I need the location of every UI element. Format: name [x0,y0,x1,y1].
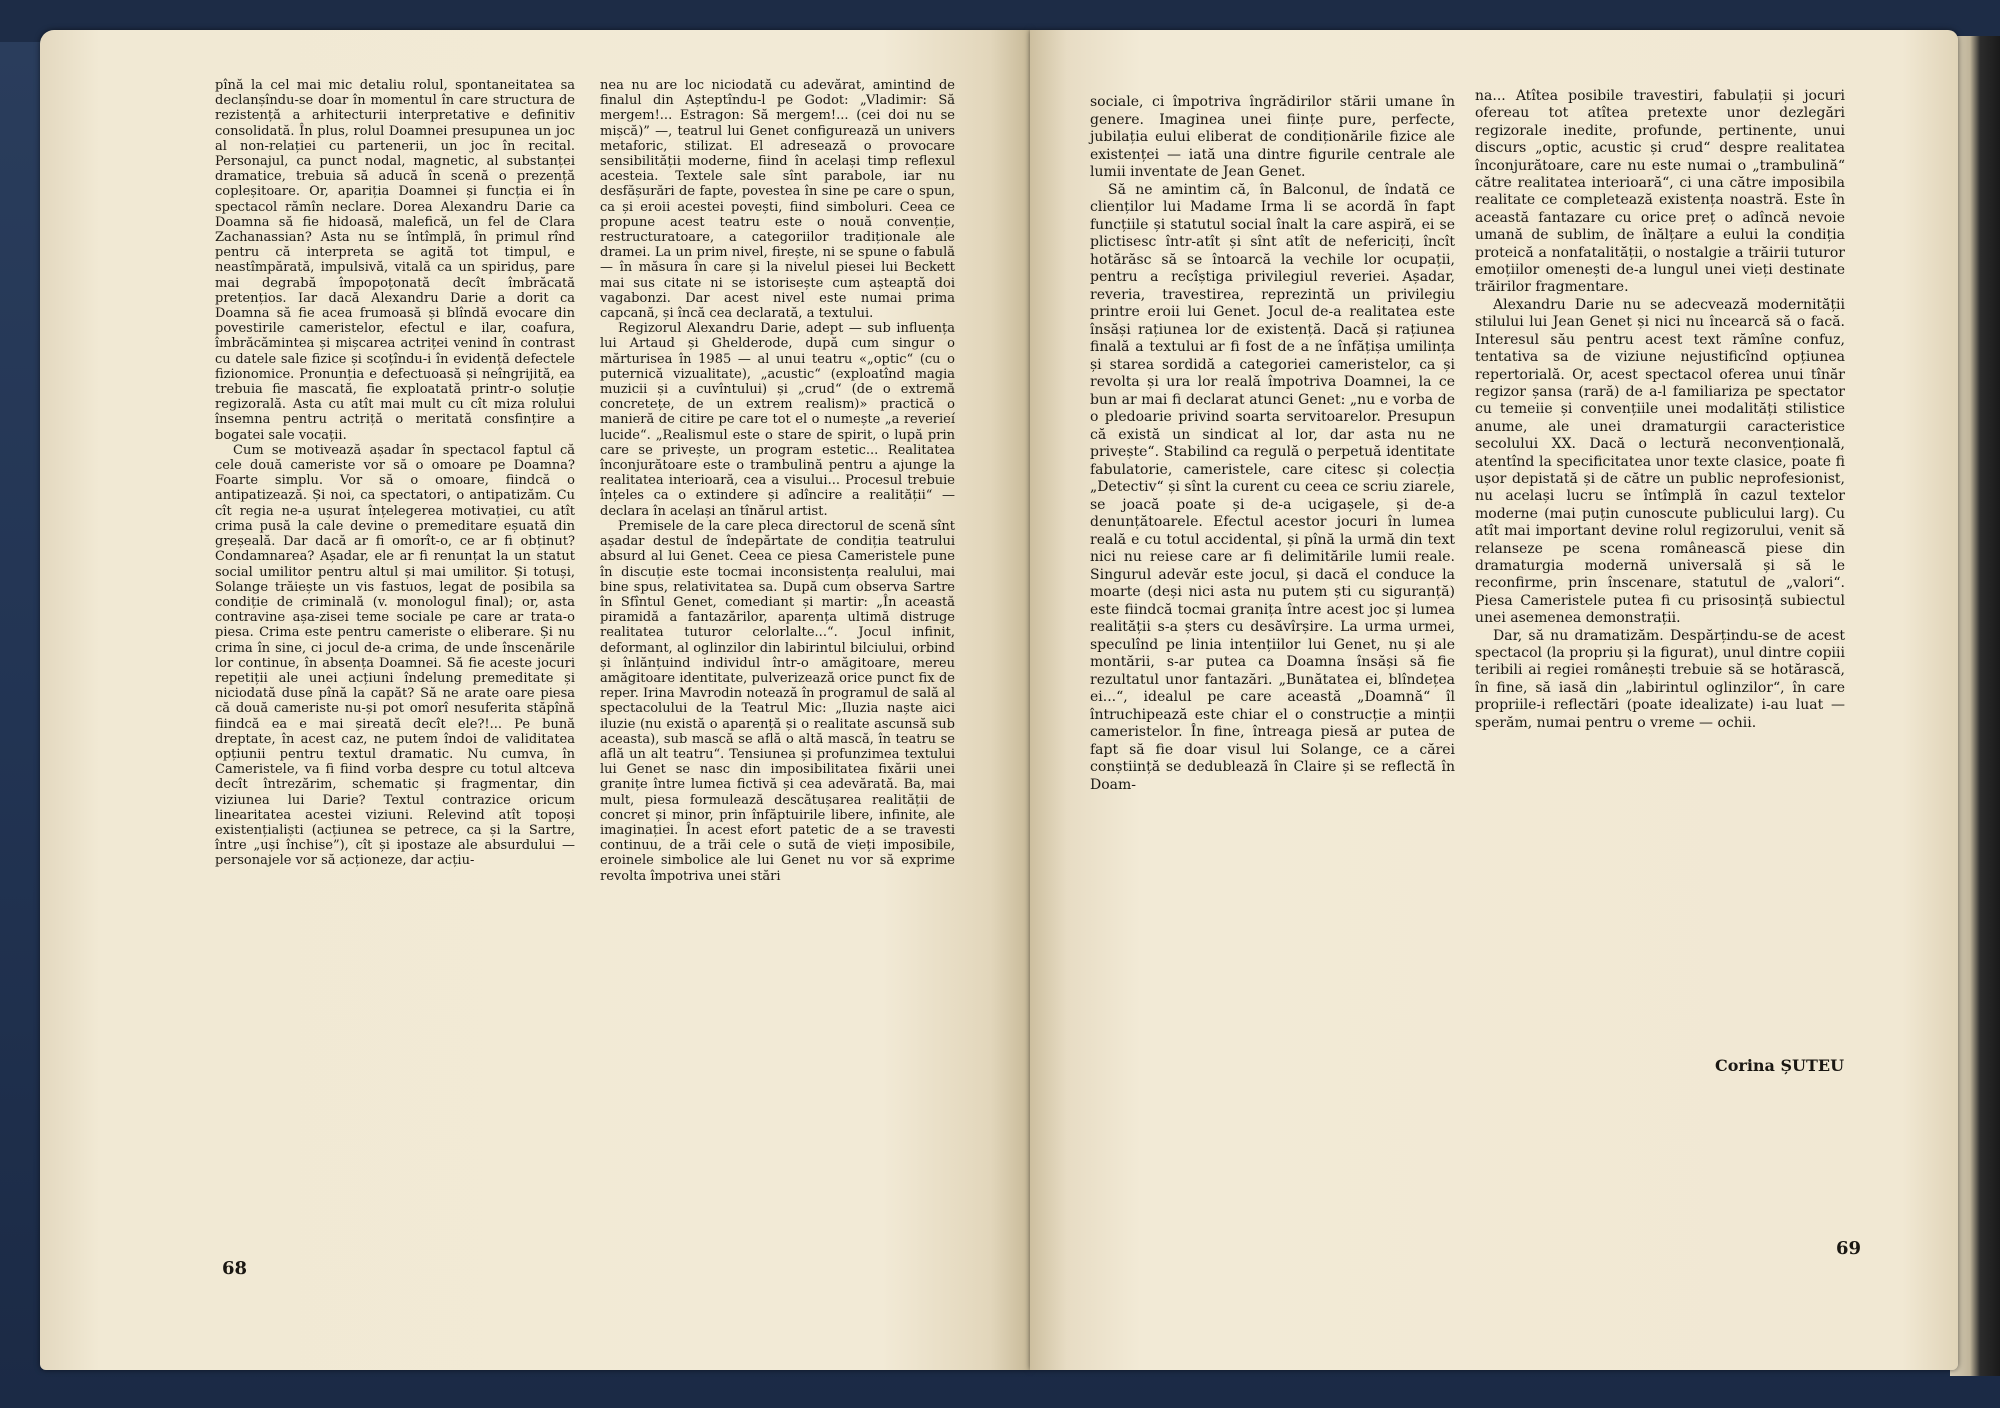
paragraph: Cum se motivează așadar în spectacol faptul că cele două cameriste vor să o omoare pe Doamna? Foarte simplu. Vor să o omoare, fiindcă o antipatizează. Și noi, ca spectatori, o antipatizăm. Cu cît regia ne-a ușurat înțelegerea motivației, cu atît crima pusă la cale devine o premeditare eșuată din greșeală. Dar dacă ar fi omorît-o, ce ar fi obținut? Condamnarea? Așadar, ele ar fi renunțat la un statut social umilitor pentru altul și mai umilitor. Și totuși, Solange trăiește un vis fastuos, legat de posibila sa condiție de criminală (v. monologul final); or, asta contravine așa-zisei teme sociale pe care ar trata-o piesa. Crima este pentru cameriste o eliberare. Și nu crima în sine, ci jocul de-a crima, de unde înscenările lor continue, în absența Doamnei. Să fie aceste jocuri repetiții ale unei acțiuni îndelung premeditate și niciodată duse pînă la capăt? Să ne arate oare piesa că două cameriste nu-și pot omorî nesuferita stăpînă fiindcă ea e mai șireată decît ele?!... Pe bună dreptate, în acest caz, ne putem îndoi de validitatea opțiunii pentru textul dramatic. Nu cumva, în Cameristele, va fi fiind vorba despre cu totul altceva decît întrezărim, schematic și fragmentar, din viziunea lui Darie? Textul contrazice oricum linearitatea acestei viziuni. Relevind atît topoși existențialiști (acțiunea se petrece, ca și la Sartre, între „uși închise”), cît și ipostaze ale absurdului — personajele vor să acționeze, dar acțiu- [215,442,575,869]
paragraph: Alexandru Darie nu se adecvează modernității stilului lui Jean Genet și nici nu încearcă să o facă. Interesul său pentru acest text rămîne confuz, tentativa sa de viziune nejustificînd opțiunea repertorială. Or, acest spectacol oferea unui tînăr regizor șansa (rară) de a-l familiariza pe spectator cu temeiie și convențiile unei modalități stilistice anume, ale unei dramaturgii caracteristice secolului XX. Dacă o lectură neconvențională, atentînd la specificitatea unor texte clasice, poate fi ușor depistată și de către un public neprofesionist, nu același lucru se întîmplă în cazul textelor moderne (mai puțin cunoscute publicului larg). Cu atît mai important devine rolul regizorului, venit să relanseze pe scena românească piese din dramaturgia modernă universală și să le reconfirme, prin înscenare, statutul de „valori“. Piesa Cameristele putea fi cu prisosință subiectul unei asemenea demonstrații. [1475,296,1845,627]
column-2 [600,78,955,884]
paragraph: sociale, ci împotriva îngrădirilor stării umane în genere. Imaginea unei ființe pure, perfecte, jubilația eului eliberat de condiționările fizice ale existenței — iată una dintre figurile centrale ale lumii inventate de Jean Genet. [1090,94,1455,180]
author-signature: Corina ȘUTEU [1715,1056,1845,1075]
paragraph: pînă la cel mai mic detaliu rolul, spontaneitatea sa declanșîndu-se doar în momentul în care structura de rezistență a arhitecturii interpretative e definitiv consolidată. În plus, rolul Doamnei presupunea un joc al non-relației cu partenerii, un joc în recital. Personajul, ca punct nodal, magnetic, al substanței dramatice, trebuia să aducă în scenă o prezență copleșitoare. Or, apariția Doamnei și funcția ei în spectacol rămîn neclare. Dorea Alexandru Darie ca Doamna să fie hidoasă, malefică, un fel de Clara Zachanassian? Asta nu se întîmplă, în primul rînd pentru că interpreta se agită tot timpul, e neastîmpărată, impulsivă, vitală ca un spiriduș, pare mai degrabă împopoțonată decît îmbrăcată pretențios. Iar dacă Alexandru Darie a dorit ca Doamna să fie acea frumoasă și blîndă evocare din povestirile cameristelor, efectul e ilar, coafura, îmbrăcămintea și mișcarea actriței venind în contrast cu datele sale fizice și scoțîndu-i în evidență defectele fizionomice. Pronunția e defectuoasă și neîngrijită, ea trebuia fie mascată, fie exploatată printr-o soluție regizorală. Asta cu atît mai mult cu cît miza rolului însemna pentru actriță o meritată consfințire a bogatei sale vocații. [215,78,575,443]
paragraph: nea nu are loc niciodată cu adevărat, amintind de finalul din Așteptîndu-l pe Godot: „Vladimir: Să mergem!... Estragon: Să mergem!... (cei doi nu se mișcă)” —, teatrul lui Genet configurează un univers metaforic, stilizat. El adresează o provocare sensibilității moderne, fiind în același timp reflexul acesteia. Textele sale sînt parabole, iar nu desfășurări de fapte, povestea în sine pe care o spun, ca și eroii acestei povești, fiind simboluri. Ceea ce propune acest teatru este o nouă convenție, restructuratoare, a categoriilor tradiționale ale dramei. La un prim nivel, firește, ni se spune o fabulă — în măsura în care și la nivelul piesei lui Beckett mai sus citate ni se istorisește cum așteaptă doi vagabonzi. Dar acest nivel este numai prima capcană, și încă cea declarată, a textului. [600,78,955,322]
paragraph: Dar, să nu dramatizăm. Despărțindu-se de acest spectacol (la propriu și la figurat), unul dintre copiii teribili ai regiei românești trebuie să se hotărască, în fine, să iasă din „labirintul oglinzilor“, în care propriile-i reflectări (poate idealizate) i-au luat — sperăm, numai pentru o vreme — ochii. [1475,627,1845,731]
paragraph: Premisele de la care pleca directorul de scenă sînt așadar destul de îndepărtate de condiția teatrului absurd al lui Genet. Ceea ce piesa Cameristele pune în discuție este tocmai inconsistența realului, mai bine spus, relativitatea sa. După cum observa Sartre în Sfîntul Genet, comediant și martir: „În această piramidă a fantazărilor, aparența ultimă distruge realitatea tuturor celorlalte...“. Jocul infinit, deformant, al oglinzilor din labirintul bilciului, orbind și înlănțuind individul într-o amăgitoare, mereu amăgitoare identitate, pulverizează orice punct fix de reper. Irina Mavrodin notează în programul de sală al spectacolului de la Teatrul Mic: „Iluzia naște aici iluzie (nu există o aparență și o realitate ascunsă sub aceasta), sub mască se află o altă mască, în teatru se află un alt teatru“. Tensiunea și profunzimea textului lui Genet se nasc din imposibilitatea fixării unei granițe între lumea fictivă și cea adevărată. Ba, mai mult, piesa formulează descătușarea realității de concret și minor, prin înfăptuirile libere, infinite, ale imaginației. În acest efort patetic de a se travesti continuu, de a trăi cele o sută de vieți imposibile, eroinele simbolice ale lui Genet nu vor să exprime revolta împotriva unei stări [600,518,955,884]
paragraph: na... Atîtea posibile travestiri, fabulații și jocuri ofereau tot atîtea pretexte unor dezlegări regizorale inedite, profunde, pertinente, unui discurs „optic, acustic și crud“ despre realitatea înconjurătoare, care nu este numai o „trambulină“ către realitatea interioară“, ci una către imposibila realitate ce completează existența noastră. Este în această fantazare cu orice preț o adîncă nevoie umană de sublim, de înălțare a eului la condiția proteică a nonfatalității, o nostalgie a trăirii tuturor emoțiilor omenești de-a lungul unei vieți destinate trăirilor fragmentare. [1475,88,1845,296]
column-4 [1475,88,1845,732]
paragraph: Regizorul Alexandru Darie, adept — sub influența lui Artaud și Ghelderode, după cum singur o mărturisea în 1985 — al unui teatru «„optic“ (cu o puternică vizualitate), „acustic“ (exploatînd magia muzicii și a cuvîntului) și „crud“ (de o extremă concretețe, de un extrem realism)» practică o manieră de citire pe care tot el o numește „a reverieí lucide“. „Realismul este o stare de spirit, o lupă prin care se privește, un program estetic... Realitatea înconjurătoare este o trambulină pentru a ajunge la realitatea interioară, cea a visului... Procesul trebuie înțeles ca o extindere și adîncire a realității“ — declara în același an tînărul artist. [600,321,955,519]
page-number-right: 69 [1836,1238,1862,1259]
paragraph: Să ne amintim că, în Balconul, de îndată ce clienților lui Madame Irma li se acordă în fapt funcțiile și statutul social înalt la care aspiră, ei se plictisesc într-atît și sînt atît de nefericiți, încît hotărăsc să se întoarcă la vechile lor ocupații, pentru a recîștiga privilegiul reveriei. Așadar, reveria, travestirea, reprezintă un privilegiu printre eroii lui Genet. Jocul de-a realitatea este însăși rațiunea lor de existență. Dacă și rațiunea finală a textului ar fi fost de a ne înfățișa umilința și starea sordidă a categoriei cameristelor, ca și revolta și ura lor reală împotriva Doamnei, la ce bun ar mai fi declarat atunci Genet: „nu e vorba de o pledoarie privind soarta servitoarelor. Presupun că există un sindicat al lor, dar asta nu ne privește“. Stabilind ca regulă o perpetuă identitate fabulatorie, cameristele, care citesc și colecția „Detectiv“ și sînt la curent cu ceea ce scriu ziarele, se joacă poate și de-a ucigașele, și de-a denunțătoarele. Efectul acestor jocuri în lumea reală e cu totul accidental, și pînă la urmă din text nici nu reiese care ar fi delimitările lumii reale. Singurul adevăr este jocul, și dacă el conduce la moarte (deși nici asta nu putem ști cu siguranță) este fiindcă tocmai granița între acest joc și lumea realității s-a șters cu desăvîrșire. La urma urmei, speculînd pe linia intențiilor lui Genet, nu și ale montării, s-ar putea ca Doamna însăși să fie rezultatul unor fantazări. „Bunătatea ei, blîndețea ei...“, idealul pe care această „Doamnă“ îl întruchipează este chiar el o construcție a minții cameristelor. În fine, întreaga piesă ar putea de fapt să fie doar visul lui Solange, ce a cărei conștiință se dedublează în Claire și se reflectă în Doam- [1090,181,1455,793]
column-3 [1090,94,1455,794]
page-number-left: 68 [222,1258,248,1279]
column-1 [215,78,575,869]
